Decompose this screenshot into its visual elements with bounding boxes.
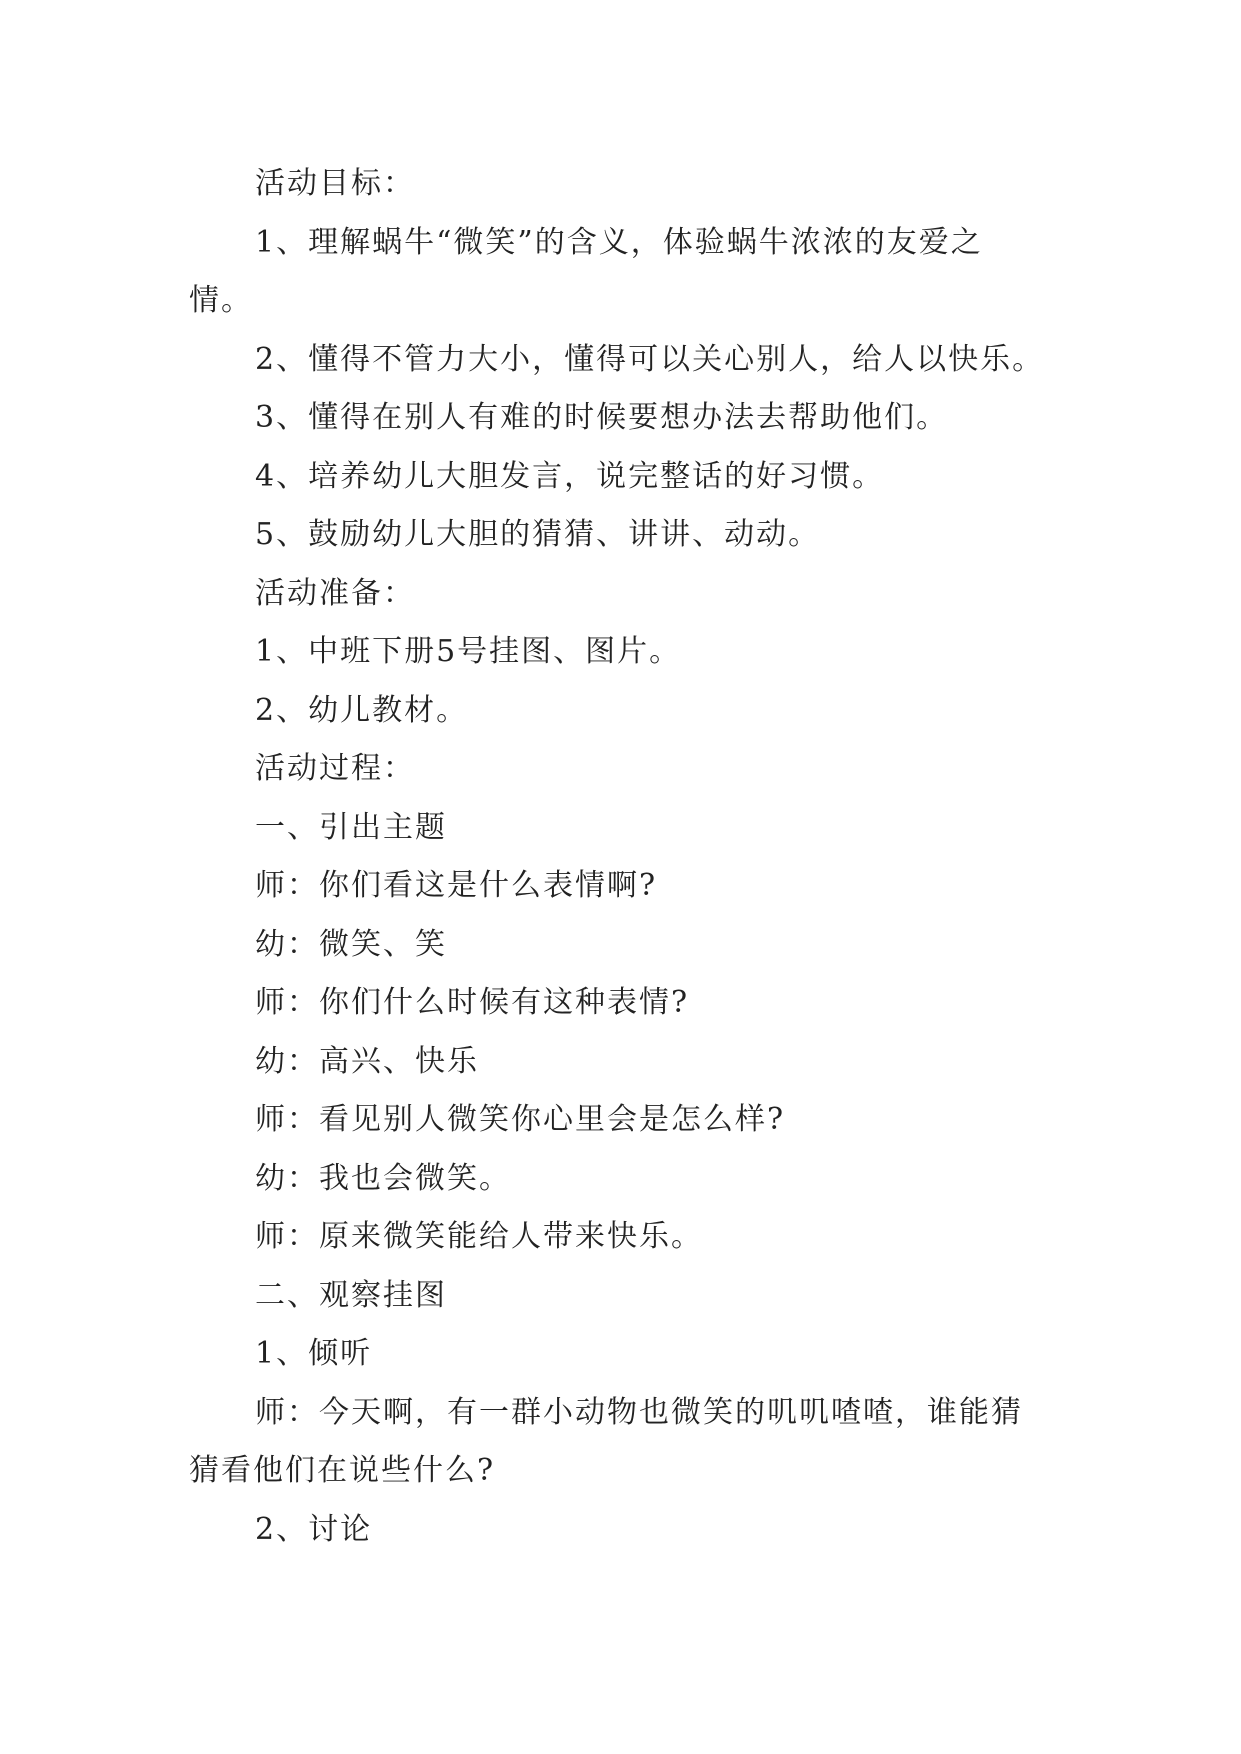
goal-item-4: 4、培养幼儿大胆发言，说完整话的好习惯。 bbox=[255, 458, 885, 494]
goal-item-1: 1、理解蜗牛“微笑”的含义，体验蜗牛浓浓的友爱之 bbox=[255, 224, 983, 260]
process-step-2-heading: 二、观察挂图 bbox=[255, 1277, 447, 1313]
preparation-item-1: 1、中班下册5号挂图、图片。 bbox=[255, 634, 682, 669]
section-heading-process: 活动过程： bbox=[255, 751, 415, 786]
goal-item-5: 5、鼓励幼儿大胆的猜猜、讲讲、动动。 bbox=[255, 517, 821, 552]
dialogue-line: 幼：微笑、笑 bbox=[255, 926, 447, 962]
sub-step-discuss: 2、讨论 bbox=[255, 1511, 373, 1547]
dialogue-line: 师：今天啊，有一群小动物也微笑的叽叽喳喳，谁能猜 bbox=[255, 1394, 1023, 1430]
goal-item-2: 2、懂得不管力大小，懂得可以关心别人，给人以快乐。 bbox=[255, 341, 1045, 377]
dialogue-line: 师：你们什么时候有这种表情? bbox=[255, 985, 690, 1020]
dialogue-line: 师：你们看这是什么表情啊? bbox=[255, 868, 658, 903]
dialogue-line: 师：看见别人微笑你心里会是怎么样? bbox=[255, 1102, 786, 1137]
preparation-item-2: 2、幼儿教材。 bbox=[255, 692, 469, 728]
dialogue-line: 师：原来微笑能给人带来快乐。 bbox=[255, 1219, 703, 1254]
dialogue-line-continued: 猜看他们在说些什么? bbox=[189, 1453, 496, 1488]
sub-step-listen: 1、倾听 bbox=[255, 1336, 373, 1371]
section-heading-goals: 活动目标： bbox=[255, 166, 415, 201]
document-body bbox=[189, 155, 1069, 1559]
goal-item-1-continued: 情。 bbox=[189, 283, 253, 318]
section-heading-preparation: 活动准备： bbox=[255, 575, 415, 611]
process-step-1-heading: 一、引出主题 bbox=[255, 809, 447, 845]
goal-item-3: 3、懂得在别人有难的时候要想办法去帮助他们。 bbox=[255, 400, 949, 435]
dialogue-line: 幼：高兴、快乐 bbox=[255, 1043, 479, 1079]
dialogue-line: 幼：我也会微笑。 bbox=[255, 1160, 511, 1196]
